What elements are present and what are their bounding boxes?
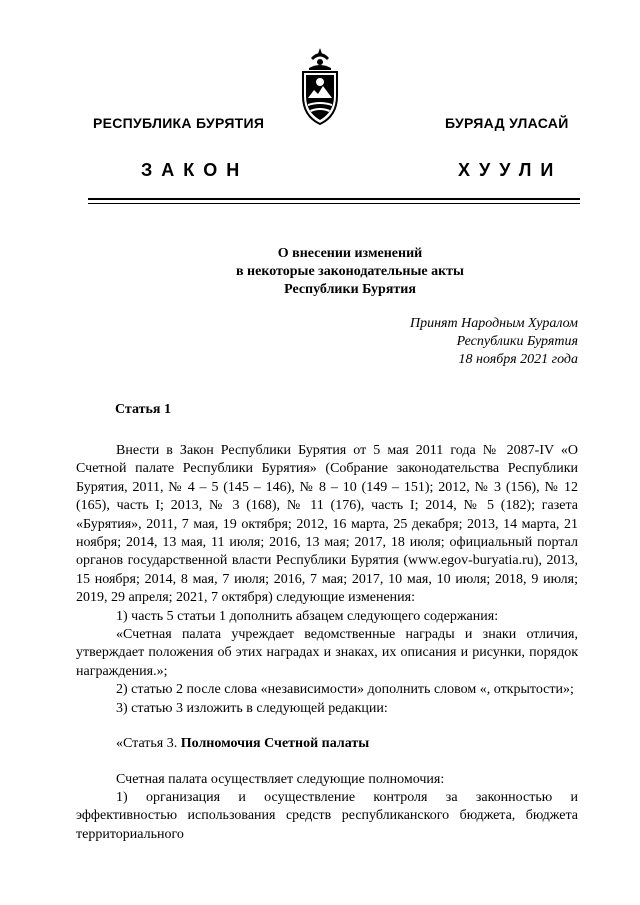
- amendment-item: 3) статью 3 изложить в следующей редакции:: [116, 700, 388, 716]
- header-divider-thin: [88, 203, 580, 204]
- amendment-quote: «Счетная палата учреждает ведомственные награды и знаки отличия, утверждает положения об этих наградах и знаках, их описания и рисунки, порядок награждения.»;: [76, 627, 578, 679]
- article3-item: 1) организация и осуществление контроля за законностью и эффективностью использования средств республиканского бюджета, бюджета территориального: [76, 789, 578, 842]
- law-title: [150, 245, 550, 299]
- article-heading: Статья 1: [115, 402, 171, 417]
- coat-of-arms-icon: [299, 46, 341, 126]
- article-intro-paragraph: Внести в Закон Республики Бурятия от 5 мая 2011 года № 2087-IV «О Счетной палате Республики Бурятия» (Собрание законодательства Республики Бурятия, 2011, № 4 – 5 (145 – 146), № 8 – 10 (149 – 151); 2012, № 3 (156), № 12 (165), часть I; 2013, № 3 (168), № 11 (176), часть I; 2014, № 5 (182); газета «Бурятия», 2011, 7 мая, 19 октября; 2012, 16 марта, 25 декабря; 2013, 14 марта, 21 ноября; 2014, 13 мая, 11 июля; 2016, 13 мая; 2017, 18 июля; официальный портал органов государственной власти Республики Бурятия (www.egov-buryatia.ru), 2013, 15 ноября; 2014, 8 мая, 7 июля; 2016, 7 мая; 2017, 10 мая, 10 июля; 2018, 9 июля; 2019, 29 апреля; 2021, 7 октября) следующие изменения:: [76, 443, 578, 606]
- header-divider-thick: [88, 198, 580, 200]
- law-label-bua: ХУУЛИ: [458, 160, 563, 180]
- amendment-item: 1) часть 5 статьи 1 дополнить абзацем следующего содержания:: [116, 608, 499, 624]
- law-title-line: Республики Бурятия: [284, 282, 416, 297]
- article3-title: Полномочия Счетной палаты: [180, 736, 370, 752]
- article3-prefix: «Статья 3.: [116, 736, 181, 752]
- adoption-date: 18 ноября 2021 года: [458, 352, 578, 367]
- adoption-line: Республики Бурятия: [456, 334, 578, 349]
- article-body: [76, 442, 578, 844]
- republic-name-bua: БУРЯАД УЛАСАЙ: [445, 115, 569, 131]
- law-title-line: в некоторые законодательные акты: [236, 264, 464, 279]
- article3-heading: [76, 735, 578, 753]
- republic-name-ru: РЕСПУБЛИКА БУРЯТИЯ: [93, 115, 265, 131]
- law-label-ru: ЗАКОН: [141, 160, 249, 180]
- article3-intro: Счетная палата осуществляет следующие полномочия:: [116, 771, 445, 787]
- adoption-line: Принят Народным Хуралом: [409, 316, 578, 331]
- amendment-item: 2) статью 2 после слова «независимости» дополнить словом «, открытости»;: [116, 682, 574, 698]
- adoption-note: [410, 315, 578, 369]
- law-title-line: О внесении изменений: [277, 246, 423, 261]
